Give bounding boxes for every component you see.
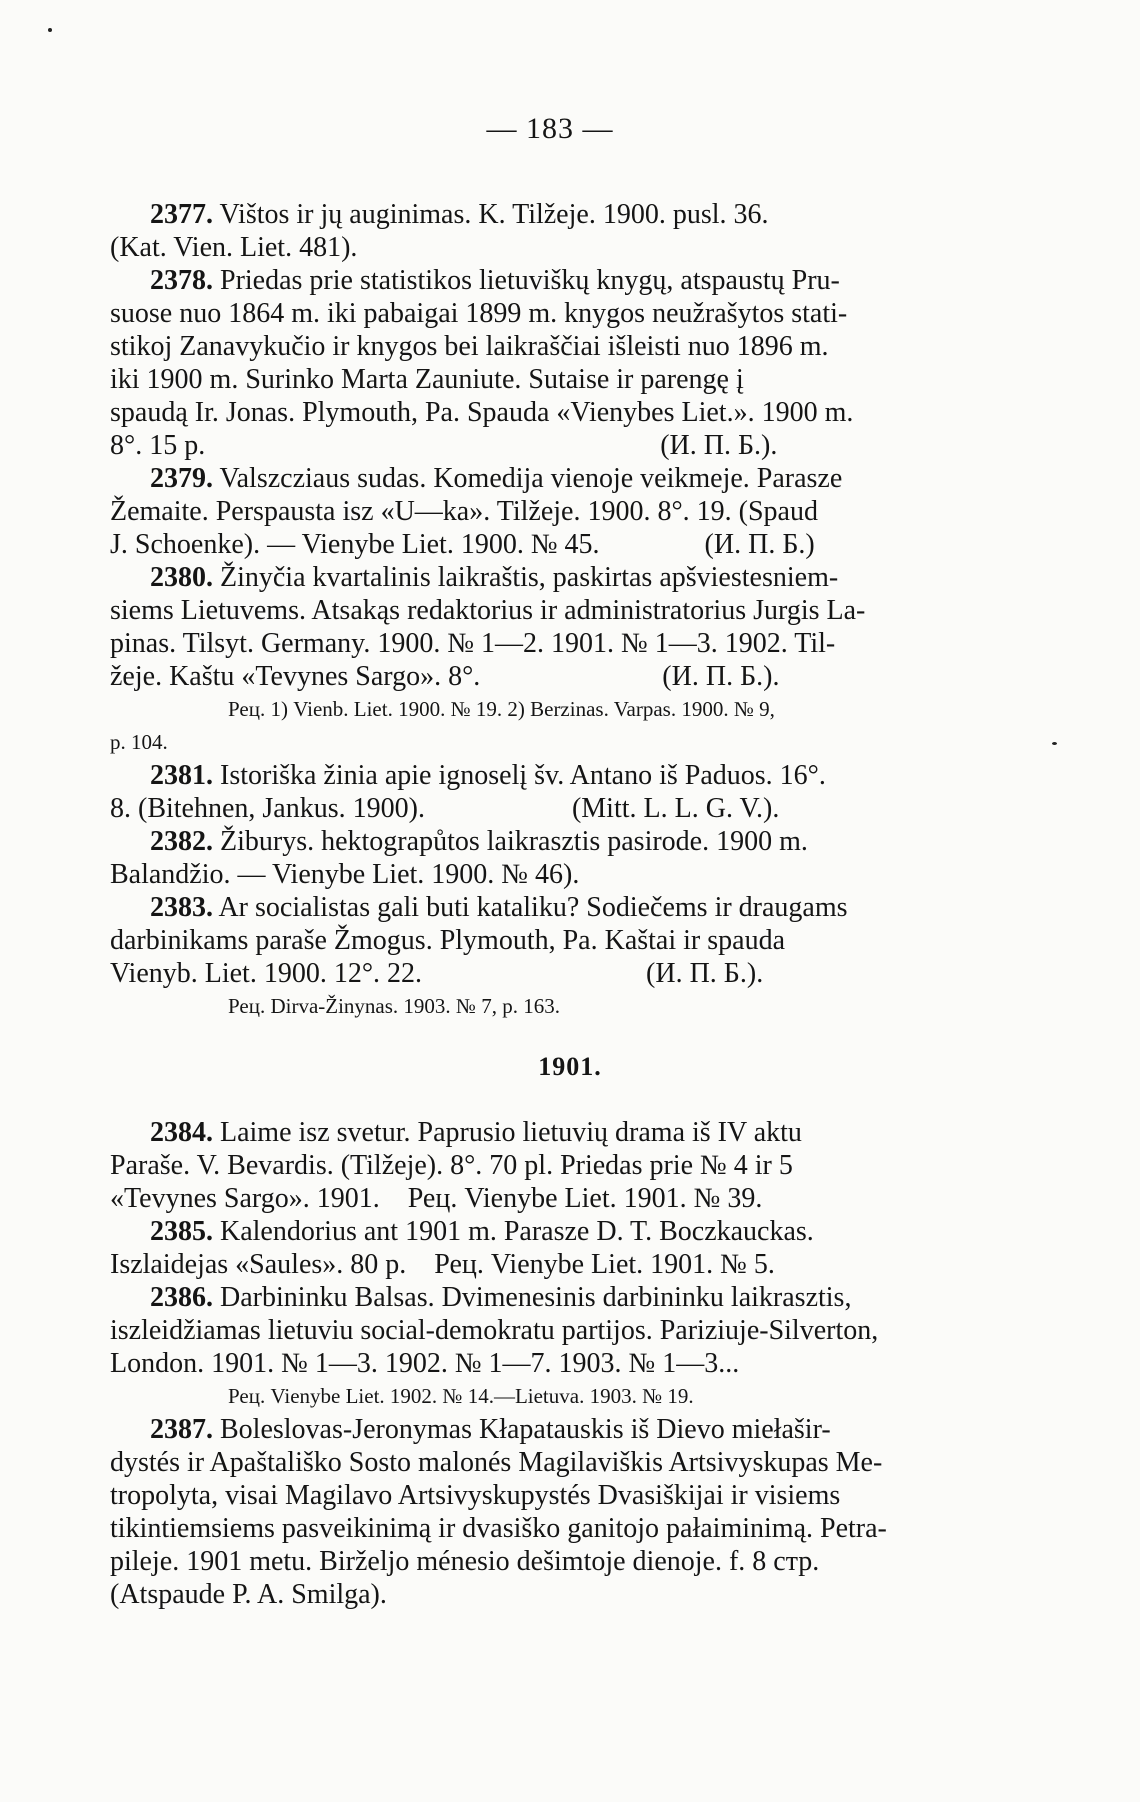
- review-citation: Рец. Vienybe Liet. 1902. № 14.—Lietuva. 1903. № 19.: [228, 1384, 694, 1408]
- entry-line: [110, 264, 1040, 297]
- entry-text: Iszlaidejas «Saules». 80 p. Рец. Vienybe Liet. 1901. № 5.: [110, 1249, 775, 1280]
- entry-text: 8°. 15 p. (И. П. Б.).: [110, 430, 778, 461]
- scan-speck: [1052, 742, 1057, 745]
- entry-line: [110, 198, 1040, 231]
- entry-line: [110, 495, 1040, 528]
- entry-text: (Atspaude P. A. Smilga).: [110, 1579, 387, 1610]
- entry-number: 2381.: [150, 760, 213, 791]
- review-citation: p. 104.: [110, 730, 168, 754]
- entry-text: «Tevynes Sargo». 1901. Рец. Vienybe Liet. 1901. № 39.: [110, 1183, 763, 1214]
- entry-text: tropolyta, visai Magilavo Artsivyskupystés Dvasiškijai ir visiems: [110, 1480, 841, 1511]
- entry-text: stikoj Zanavykučio ir knygos bei laikraščiai išleisti nuo 1896 m.: [110, 331, 829, 362]
- entry-number: 2383.: [150, 892, 213, 923]
- entry-number: 2384.: [150, 1117, 213, 1148]
- entry-text: Ar socialistas gali buti kataliku? Sodiečems ir draugams: [213, 892, 848, 923]
- entry-line: [110, 1578, 1040, 1611]
- entry-line: [110, 792, 1040, 825]
- entries-1901: [110, 1116, 1040, 1611]
- entry-line: [110, 1479, 1040, 1512]
- entry-line: [110, 1347, 1040, 1380]
- entry-text: Balandžio. — Vienybe Liet. 1900. № 46).: [110, 859, 580, 890]
- entry-line: [110, 1149, 1040, 1182]
- entry-line: [110, 1413, 1040, 1446]
- entry-text: Darbininku Balsas. Dvimenesinis darbininku laikrasztis,: [213, 1282, 852, 1313]
- entry-number: 2380.: [150, 562, 213, 593]
- entry-line: [110, 231, 1040, 264]
- entry-text: Priedas prie statistikos lietuviškų knygų, atspaustų Pru-: [213, 265, 840, 296]
- entry-text: Paraše. V. Bevardis. (Tilžeje). 8°. 70 pl. Priedas prie № 4 ir 5: [110, 1150, 793, 1181]
- review-citation: Рец. 1) Vienb. Liet. 1900. № 19. 2) Berzinas. Varpas. 1900. № 9,: [228, 697, 775, 721]
- entry-text: J. Schoenke). — Vienybe Liet. 1900. № 45. (И. П. Б.): [110, 529, 815, 560]
- entry-line: [110, 1116, 1040, 1149]
- entry-line: [110, 1512, 1040, 1545]
- entry-text: Žinyčia kvartalinis laikraštis, paskirtas apšviestesniem-: [213, 562, 839, 593]
- entry-line: [110, 627, 1040, 660]
- entry-text: Boleslovas-Jeronymas Kłapatauskis iš Dievo miełašir-: [213, 1414, 831, 1445]
- entry-line: [110, 924, 1040, 957]
- entry-text: Vištos ir jų auginimas. K. Tilžeje. 1900. pusl. 36.: [213, 199, 769, 230]
- entry-line: [110, 363, 1040, 396]
- entry-text: Žemaite. Perspausta isz «U—ka». Tilžeje. 1900. 8°. 19. (Spaud: [110, 496, 818, 527]
- entry-text: dystés ir Apaštališko Sosto malonés Magilaviškis Artsivyskupas Me-: [110, 1447, 883, 1478]
- entry-line: [110, 1248, 1040, 1281]
- page-number: — 183 —: [486, 112, 614, 145]
- entry-line: [110, 528, 1040, 561]
- entry-line: [110, 759, 1040, 792]
- entry-text: tikintiemsiems pasveikinimą ir dvasiško ganitojo pałaiminimą. Petra-: [110, 1513, 887, 1544]
- entry-line: [110, 330, 1040, 363]
- entry-text: iszleidžiamas lietuviu social-demokratu partijos. Pariziuje-Silverton,: [110, 1315, 879, 1346]
- review-citation: Рец. Dirva-Žinynas. 1903. № 7, p. 163.: [228, 994, 560, 1018]
- entry-number: 2387.: [150, 1414, 213, 1445]
- entry-number: 2386.: [150, 1282, 213, 1313]
- entry-line: [110, 660, 1040, 693]
- entry-line: [110, 1281, 1040, 1314]
- section-year-heading: 1901.: [538, 1052, 602, 1081]
- entry-number: 2378.: [150, 265, 213, 296]
- entry-text: suose nuo 1864 m. iki pabaigai 1899 m. knygos neužrašytos stati-: [110, 298, 848, 329]
- entry-line: [110, 891, 1040, 924]
- entry-line: [110, 462, 1040, 495]
- entry-line: [110, 561, 1040, 594]
- entry-line: [110, 1446, 1040, 1479]
- entry-text: iki 1900 m. Surinko Marta Zauniute. Sutaise ir parengę į: [110, 364, 744, 395]
- entry-text: siems Lietuvems. Atsakąs redaktorius ir administratorius Jurgis La-: [110, 595, 866, 626]
- entry-text: pinas. Tilsyt. Germany. 1900. № 1—2. 1901. № 1—3. 1902. Til-: [110, 628, 836, 659]
- entry-text: Vienyb. Liet. 1900. 12°. 22. (И. П. Б.).: [110, 958, 764, 989]
- entry-text: žeje. Kaštu «Tevynes Sargo». 8°. (И. П. Б.).: [110, 661, 780, 692]
- entry-line: [110, 297, 1040, 330]
- entry-line: [110, 957, 1040, 990]
- entry-line: [110, 858, 1040, 891]
- entry-line: [110, 1182, 1040, 1215]
- entry-number: 2382.: [150, 826, 213, 857]
- entry-text: Valszcziaus sudas. Komedija vienoje veikmeje. Parasze: [213, 463, 843, 494]
- entry-text: Žiburys. hektograpůtos laikrasztis pasirode. 1900 m.: [213, 826, 808, 857]
- entry-text: 8. (Bitehnen, Jankus. 1900). (Mitt. L. L. G. V.).: [110, 793, 780, 824]
- entry-number: 2385.: [150, 1216, 213, 1247]
- entry-text: London. 1901. № 1—3. 1902. № 1—7. 1903. № 1—3...: [110, 1348, 740, 1379]
- scan-speck: [48, 28, 52, 32]
- entry-line: [110, 1314, 1040, 1347]
- entry-text: Kalendorius ant 1901 m. Parasze D. T. Boczkauckas.: [213, 1216, 814, 1247]
- entry-line: [110, 594, 1040, 627]
- entry-number: 2377.: [150, 199, 213, 230]
- entry-text: (Kat. Vien. Liet. 481).: [110, 232, 358, 263]
- entry-text: Laime isz svetur. Paprusio lietuvių drama iš IV aktu: [213, 1117, 802, 1148]
- entry-number: 2379.: [150, 463, 213, 494]
- entry-text: Istoriška žinia apie ignoselį šv. Antano iš Paduos. 16°.: [213, 760, 826, 791]
- entry-line: [110, 1215, 1040, 1248]
- entry-text: pileje. 1901 metu. Birželjo ménesio dešimtoje dienoje. f. 8 стр.: [110, 1546, 820, 1577]
- entry-text: darbinikams paraše Žmogus. Plymouth, Pa. Kaštai ir spauda: [110, 925, 785, 956]
- entries-1900: [110, 198, 1040, 1023]
- entry-line: [110, 825, 1040, 858]
- entry-text: spaudą Ir. Jonas. Plymouth, Pa. Spauda «Vienybes Liet.». 1900 m.: [110, 397, 854, 428]
- entry-line: [110, 1545, 1040, 1578]
- entry-line: [110, 396, 1040, 429]
- entry-line: [110, 429, 1040, 462]
